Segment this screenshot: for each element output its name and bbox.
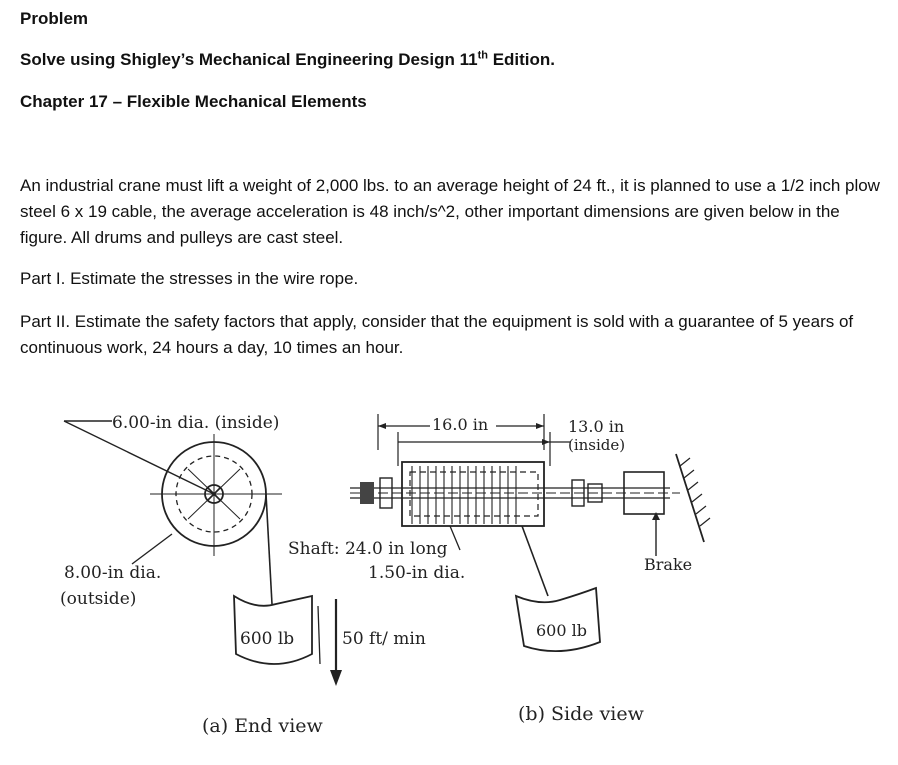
crane-figure <box>20 374 720 754</box>
load-a-label: 600 lb <box>240 629 295 649</box>
inside-dia-label: 6.00-in dia. (inside) <box>112 413 280 433</box>
side-view <box>350 414 710 651</box>
bucket-b <box>516 588 600 651</box>
edition-superscript: th <box>477 49 488 62</box>
problem-heading: Problem <box>20 9 89 28</box>
caption-end-view: (a) End view <box>202 715 323 737</box>
load-b-label: 600 lb <box>536 621 587 640</box>
brake-label: Brake <box>644 555 693 574</box>
speed-label: 50 ft/ min <box>342 629 426 649</box>
outside-dia-label: 8.00-in dia. <box>64 563 162 583</box>
chapter-heading: Chapter 17 – Flexible Mechanical Elements <box>20 92 367 111</box>
outside-dia-sub: (outside) <box>60 589 137 609</box>
reference-text: Solve using Shigley’s Mechanical Engineering Design 11 <box>20 50 478 69</box>
reference-suffix: Edition. <box>487 50 556 69</box>
length-13-label: 13.0 in <box>568 417 625 436</box>
part-two-text: Part II. Estimate the safety factors that apply, consider that the equipment is sold with a guarantee of 5 years of continuous work, 24 hours a day, 10 times an hour. <box>20 312 854 357</box>
part-one-text: Part I. Estimate the stresses in the wire rope. <box>20 269 359 288</box>
drum-hatching <box>412 466 516 524</box>
reference-heading <box>20 50 555 70</box>
crane-diagram <box>20 374 720 754</box>
shaft-dia-label: 1.50-in dia. <box>368 563 466 583</box>
shaft-length-label: Shaft: 24.0 in long <box>288 539 448 559</box>
length-16-label: 16.0 in <box>432 415 489 434</box>
problem-statement: An industrial crane must lift a weight of 2,000 lbs. to an average height of 24 ft., it is planned to use a 1/2 inch plow steel 6 x 19 cable, the average acceleration is 48 inch/s^2, other important dimensions are given below in the figure. All drums and pulleys are cast steel. <box>20 176 880 247</box>
caption-side-view: (b) Side view <box>518 703 644 725</box>
length-13-sub: (inside) <box>568 436 626 454</box>
